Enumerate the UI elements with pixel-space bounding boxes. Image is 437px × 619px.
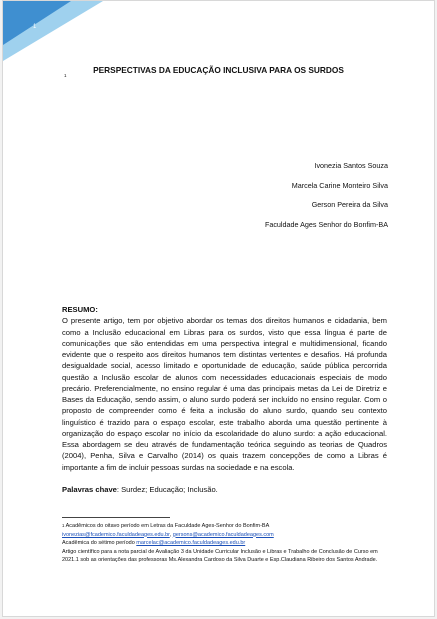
author-name: Marcela Carine Monteiro Silva [291,180,388,190]
footnote [62,522,394,565]
document-page [2,0,435,617]
footnote-line [62,522,394,531]
keywords-text: : Surdez; Educação; Inclusão. [116,485,218,494]
footnote-text: Acadêmicos do oitavo período em Letras da Faculdade Ages-Senhor do Bonfim-BA [65,523,270,529]
abstract-label: RESUMO: [62,305,98,314]
footnote-divider [62,517,170,518]
title-footnote-mark: 1 [64,73,67,78]
keywords-label: Palavras chave [62,485,117,494]
author-name: Ivonezia Santos Souza [314,161,388,170]
abstract [62,304,387,473]
document-title: PERSPECTIVAS DA EDUCAÇÃO INCLUSIVA PARA OS SURDOS [93,65,344,75]
email-link[interactable]: marcelac@academico.faculdadeages.edu.br [136,540,246,547]
author-affiliation: Faculdade Ages Senhor do Bonfim-BA [264,219,388,229]
abstract-text: O presente artigo, tem por objetivo abordar os temas dos direitos humanos e cidadania, bem como a Inclusão educacional em Libras para os surdos, visto que essa língua é parte de comunicações que são entendidas em uma perspectiva integral e multidimensional, ficando evidente que o respeito aos direitos humanos tem distintas vertentes e desafios. Há profunda desigualdade social, acesso limitado e oportunidade de educação, saúde pública percorrida questão a Inclusão escolar de alunos com necessidades educacionais especiais de modo precário. Preferencialmente, no ensino regular é uma das principais metas da Lei de Diretriz e Bases da Educação, sendo assim, o aluno surdo poderá ser incluído no ensino regular. Com o proposto de compreender como é feita a inclusão do aluno surdo, quando seu contexto linguístico é trazido para o espaço escolar, este trabalho aborda uma questão pertinente à organização do espaço escolar no início da escolaridade do aluno surdo: a ação educacional. Essa abordagem se deu através de fundamentação teórica seguindo as teorias de Quadros (2004), Penha, Silva e Carvalho (2014) os quais trazem concepções de como a Libras é importante a fim de incluir pessoas surdas na sociedade e na escola. [62,316,387,472]
footnote-separator: , [169,531,173,538]
footnote-text: Artigo científico para a nota parcial de Avaliação 3 da Unidade Curricular Inclusão e Libras e Trabalho de Conclusão de Curso em 2021.1 sob as orientações das professoras Ms.Alexandra Cardoso da Silva Duarte e Esp.Claudiana Ribeiro dos Santos Andrade. [62,548,378,564]
author-block [265,156,388,234]
keywords [62,485,218,494]
email-link[interactable]: gersons@academico.faculdadeages.com [172,531,274,538]
author-name: Gerson Pereira da Silva [311,200,388,209]
footnote-line [62,539,394,548]
footnote-mark: 1 [62,523,65,528]
footnote-text: Acadêmica do sétimo período [62,540,137,547]
page-number: 1 [33,24,37,30]
footnote-line [62,531,394,540]
email-link[interactable]: ivonezias@fcademico.faculdadeages.edu.br [62,531,170,538]
corner-decoration [3,1,103,61]
